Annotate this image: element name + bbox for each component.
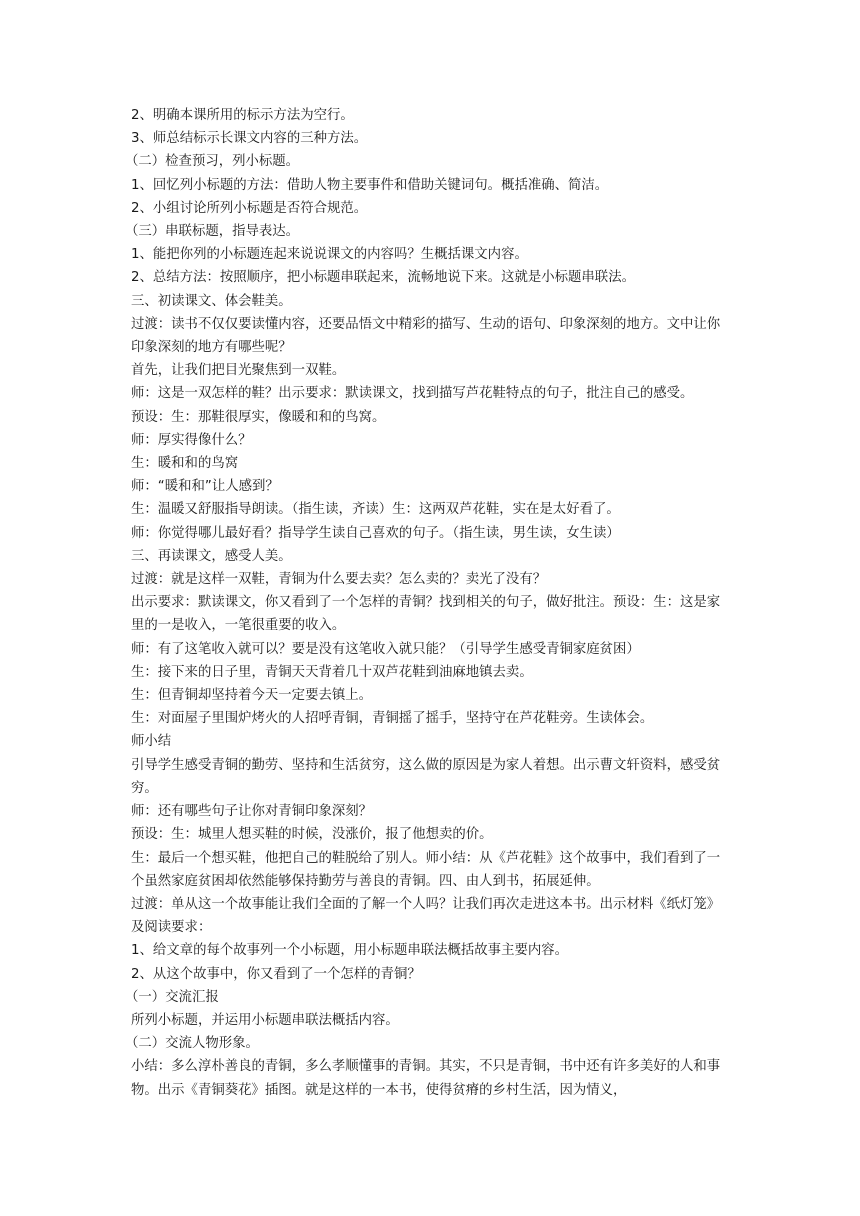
- paragraph: 出示要求：默读课文，你又看到了一个怎样的青铜？找到相关的句子，做好批注。预设：生：这是家里的一是收入，一笔很重要的收入。: [131, 595, 721, 634]
- text-line: 师：“暖和和”让人感到？: [131, 479, 279, 495]
- section-heading: （二）检查预习，列小标题。: [125, 154, 300, 170]
- text-line: 1、给文章的每个故事列一个小标题，用小标题串联法概括故事主要内容。: [131, 943, 569, 959]
- text-line: 生：接下来的日子里，青铜天天背着几十双芦花鞋到油麻地镇去卖。: [131, 664, 533, 680]
- text-line: 2、从这个故事中，你又看到了一个怎样的青铜？: [131, 966, 421, 982]
- text-line: 2、总结方法：按照顺序，把小标题串联起来，流畅地说下来。这就是小标题串联法。: [131, 270, 635, 286]
- text-line: 师：厚实得像什么？: [131, 432, 252, 448]
- section-heading: （三）串联标题，指导表达。: [125, 224, 300, 240]
- text-line: 师：还有哪些句子让你对青铜印象深刻？: [131, 804, 373, 820]
- text-line: 生：对面屋子里围炉烤火的人招呼青铜，青铜摇了摇手，坚持守在芦花鞋旁。生读体会。: [131, 711, 654, 727]
- text-line: 生：但青铜却坚持着今天一定要去镇上。: [131, 688, 373, 704]
- section-heading: 三、初读课文、体会鞋美。: [131, 293, 292, 309]
- text-line: 过渡：就是这样一双鞋，青铜为什么要去卖？怎么卖的？卖光了没有？: [131, 572, 547, 588]
- section-heading: 三、再读课文，感受人美。: [131, 548, 292, 564]
- paragraph: 师：这是一双怎样的鞋？出示要求：默读课文，找到描写芦花鞋特点的句子，批注自己的感受。: [131, 386, 694, 402]
- text-line: 生：温暖又舒服指导朗读。（指生读，齐读）生：这两双芦花鞋，实在是太好看了。: [131, 502, 620, 518]
- text-line: 1、能把你列的小标题连起来说说课文的内容吗？生概括课文内容。: [131, 247, 528, 263]
- text-line: 2、小组讨论所列小标题是否符合规范。: [131, 200, 368, 216]
- text-line: 2、明确本课所用的标示方法为空行。: [131, 108, 354, 123]
- text-line: 预设：生：那鞋很厚实，像暖和和的鸟窝。: [131, 409, 386, 425]
- text-line: 预设：生：城里人想买鞋的时候，没涨价，报了他想卖的价。: [131, 827, 493, 843]
- text-line: 师：有了这笔收入就可以？要是没有这笔收入就只能？（引导学生感受青铜家庭贫困）: [131, 641, 640, 657]
- text-line: 师：你觉得哪儿最好看？指导学生读自己喜欢的句子。（指生读，男生读，女生读）: [131, 525, 620, 541]
- paragraph: 小结：多么淳朴善良的青铜，多么孝顺懂事的青铜。其实，不只是青铜，书中还有许多美好的人和事物。出示《青铜葵花》插图。就是这样的一本书，使得贫瘠的乡村生活，因为情义，: [131, 1059, 721, 1098]
- paragraph: 过渡：单从这一个故事能让我们全面的了解一个人吗？让我们再次走进这本书。出示材料《纸灯笼》及阅读要求：: [131, 896, 721, 936]
- section-heading: （二）交流人物形象。: [125, 1036, 259, 1052]
- text-line: 生：暖和和的鸟窝: [131, 456, 239, 472]
- paragraph: 过渡：读书不仅仅要读懂内容，还要品悟文中精彩的描写、生动的语句、印象深刻的地方。文中让你印象深刻的地方有哪些呢？: [131, 316, 721, 356]
- document-body: [125, 104, 731, 1102]
- paragraph: 生：最后一个想买鞋，他把自己的鞋脱给了别人。师小结：从《芦花鞋》这个故事中，我们看到了一个虽然家庭贫困却依然能够保持勤劳与善良的青铜。四、由人到书，拓展延伸。: [131, 850, 721, 889]
- text-line: 师小结: [131, 734, 172, 750]
- text-line: 3、师总结标示长课文内容的三种方法。: [131, 131, 368, 147]
- section-heading: （一）交流汇报: [125, 989, 219, 1005]
- text-line: 所列小标题，并运用小标题串联法概括内容。: [131, 1012, 399, 1028]
- paragraph: 引导学生感受青铜的勤劳、坚持和生活贫穷，这么做的原因是为家人着想。出示曹文轩资料，感受贫穷。: [131, 757, 721, 796]
- text-line: 首先，让我们把目光聚焦到一双鞋。: [131, 363, 346, 379]
- text-line: 1、回忆列小标题的方法：借助人物主要事件和借助关键词句。概括准确、简洁。: [131, 177, 609, 193]
